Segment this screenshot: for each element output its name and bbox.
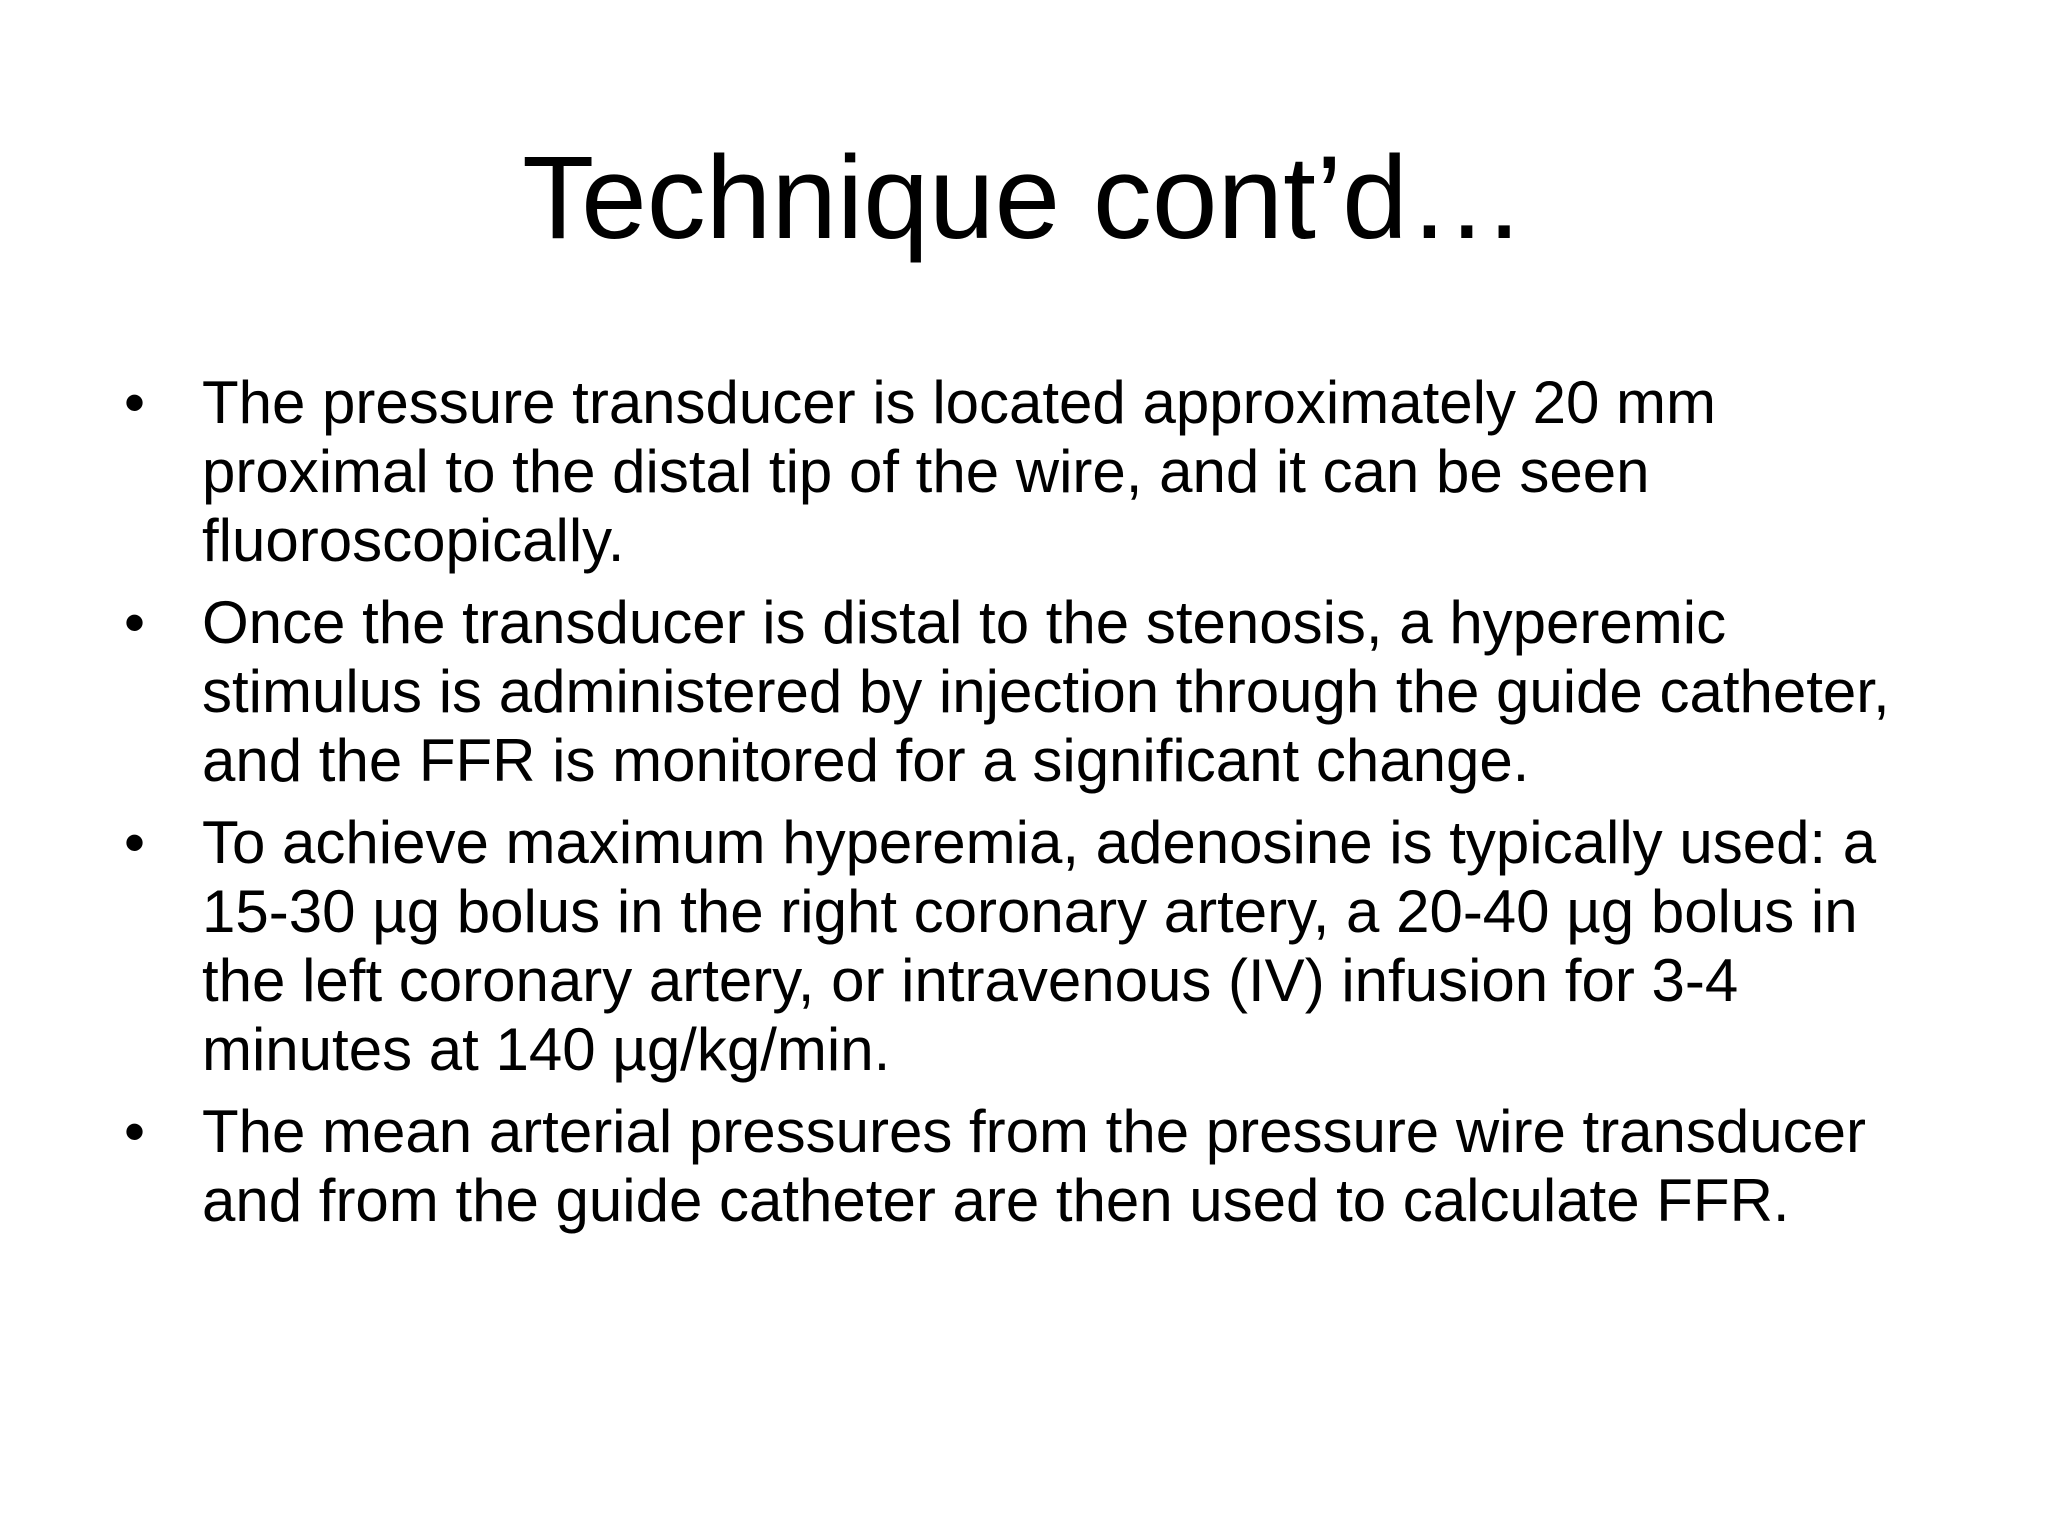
bullet-icon: •	[124, 809, 146, 876]
bullet-item	[124, 368, 1924, 575]
bullet-icon: •	[124, 369, 146, 436]
bullet-text: The mean arterial pressures from the pressure wire transducer and from the guide catheter are then used to calculate FFR.	[202, 1098, 1867, 1234]
bullet-list	[124, 368, 1924, 1248]
bullet-text: To achieve maximum hyperemia, adenosine is typically used: a 15-30 µg bolus in the right coronary artery, a 20-40 µg bolus in the left coronary artery, or intravenous (IV) infusion for 3-4 minutes at 140 µg/kg/min.	[202, 809, 1877, 1083]
bullet-text: Once the transducer is distal to the stenosis, a hyperemic stimulus is administered by injection through the guide catheter, and the FFR is monitored for a significant change.	[202, 589, 1890, 794]
bullet-icon: •	[124, 589, 146, 656]
bullet-text: The pressure transducer is located approximately 20 mm proximal to the distal tip of the wire, and it can be seen fluoroscopically.	[202, 369, 1717, 574]
slide-title: Technique cont’d…	[522, 132, 1526, 264]
bullet-item	[124, 1097, 1924, 1235]
bullet-icon: •	[124, 1098, 146, 1165]
bullet-item	[124, 588, 1924, 795]
bullet-item	[124, 808, 1924, 1084]
